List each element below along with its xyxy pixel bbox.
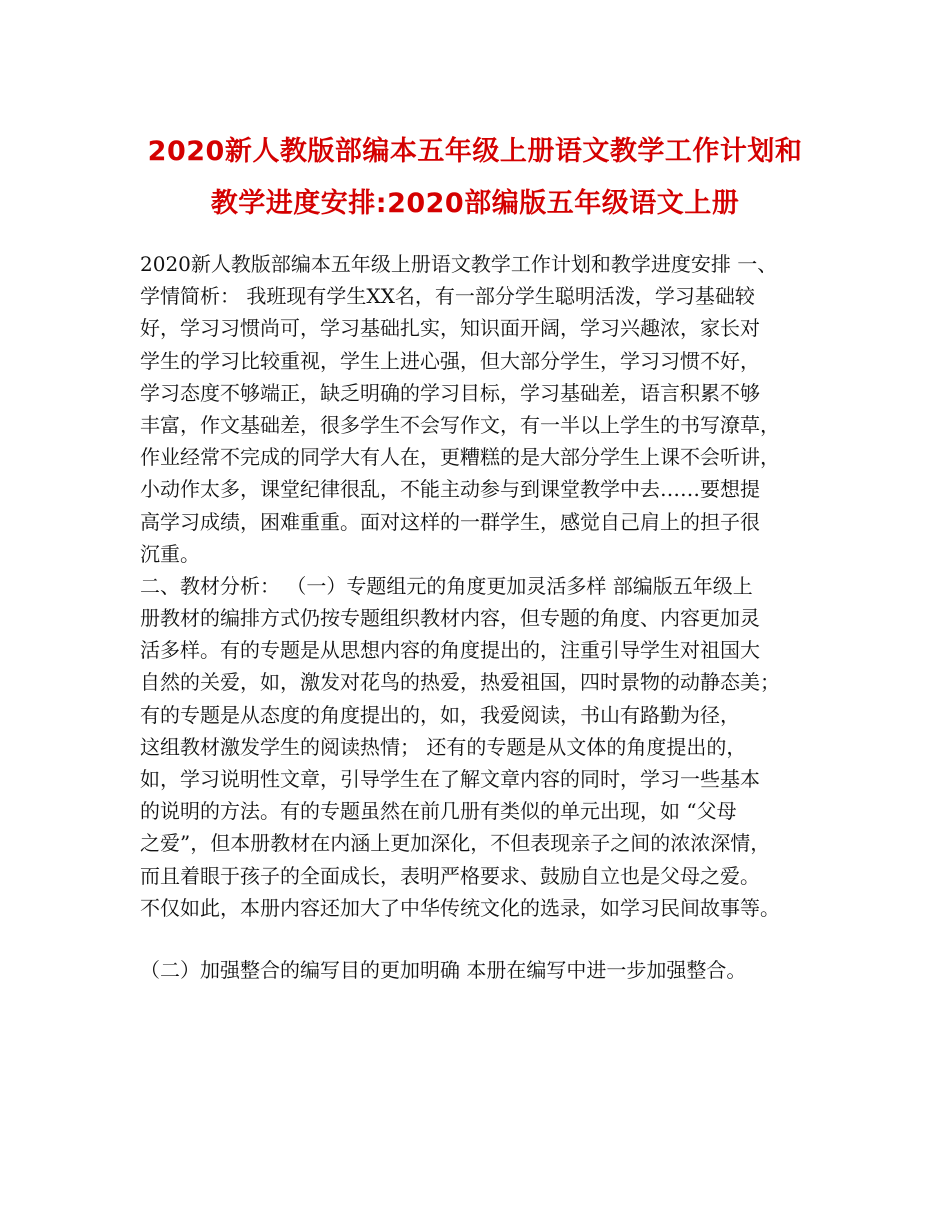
body-line: 自然的关爱，如，激发对花鸟的热爱，热爱祖国，四时景物的动静态美； xyxy=(140,670,780,695)
paragraph-gap xyxy=(140,924,830,954)
body-line: 而且着眼于孩子的全面成长，表明严格要求、鼓励自立也是父母之爱。 xyxy=(140,863,760,888)
body-line: 二、教材分析： （一）专题组元的角度更加灵活多样 部编版五年级上 xyxy=(140,573,753,598)
body-line: 好，学习习惯尚可，学习基础扎实，知识面开阔，学习兴趣浓，家长对 xyxy=(140,316,760,341)
body-line: 学生的学习比较重视，学生上进心强，但大部分学生，学习习惯不好， xyxy=(140,348,760,373)
body-line: 册教材的编排方式仍按专题组织教材内容，但专题的角度、内容更加灵 xyxy=(140,606,760,631)
closing-line: （二）加强整合的编写目的更加明确 本册在编写中进一步加强整合。 xyxy=(140,957,747,982)
body-line: 小动作太多，课堂纪律很乱，不能主动参与到课堂教学中去……要想提 xyxy=(140,477,760,502)
body-line: 学情简析： 我班现有学生XX名，有一部分学生聪明活泼，学习基础较 xyxy=(140,284,755,309)
document-body xyxy=(140,248,830,986)
body-line: 如，学习说明性文章，引导学生在了解文章内容的同时，学习一些基本 xyxy=(140,767,760,791)
body-line: 沉重。 xyxy=(140,541,200,566)
body-line: 之爱”，但本册教材在内涵上更加深化，不但表现亲子之间的浓浓深情， xyxy=(140,831,771,856)
body-line: 高学习成绩，困难重重。面对这样的一群学生，感觉自己肩上的担子很 xyxy=(140,509,760,534)
title-line-1: 2020新人教版部编本五年级上册语文教学工作计划和 xyxy=(147,136,803,167)
body-line: 有的专题是从态度的角度提出的，如，我爱阅读，书山有路勤为径， xyxy=(140,702,740,727)
body-line: 丰富，作文基础差，很多学生不会写作文，有一半以上学生的书写潦草， xyxy=(140,412,780,437)
body-line: 不仅如此，本册内容还加大了中华传统文化的选录，如学习民间故事等。 xyxy=(140,895,780,920)
title-line-2: 教学进度安排:2020部编版五年级语文上册 xyxy=(210,188,740,219)
document-title xyxy=(90,126,860,230)
body-line: 的说明的方法。有的专题虽然在前几册有类似的单元出现，如 “父母 xyxy=(140,799,737,824)
body-line: 2020新人教版部编本五年级上册语文教学工作计划和教学进度安排 一、 xyxy=(140,252,778,276)
body-line: 这组教材激发学生的阅读热情； 还有的专题是从文体的角度提出的， xyxy=(140,734,747,759)
body-line: 活多样。有的专题是从思想内容的角度提出的，注重引导学生对祖国大 xyxy=(140,638,760,663)
body-line: 学习态度不够端正，缺乏明确的学习目标，学习基础差，语言积累不够 xyxy=(140,380,760,405)
body-line: 作业经常不完成的同学大有人在，更糟糕的是大部分学生上课不会听讲， xyxy=(140,445,780,470)
